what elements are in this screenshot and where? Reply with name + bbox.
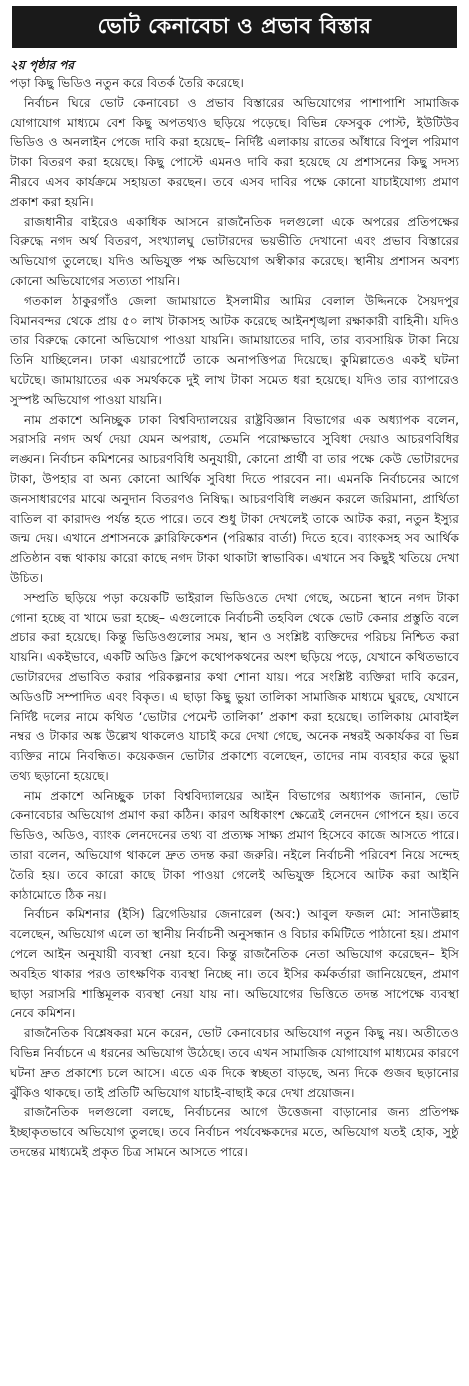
paragraph: রাজনৈতিক দলগুলো বলছে, নির্বাচনের আগে উত্তেজনা বাড়ানোর জন্য প্রতিপক্ষ ইচ্ছাকৃতভাবে অভিযোগ তুলছে। তবে নির্বাচন পর্যবেক্ষকদের মতে, অভিযোগ যতই হোক, সুষ্ঠু তদন্তের মাধ্যমেই প্রকৃত চিত্র সামনে আসতে পারে। (10, 1105, 459, 1160)
paragraph: নির্বাচন ঘিরে ভোট কেনাবেচা ও প্রভাব বিস্তারের অভিযোগের পাশাপাশি সামাজিক যোগাযোগ মাধ্যমে বেশ কিছু অপতথ্যও ছড়িয়ে পড়েছে। বিভিন্ন ফেসবুক পোস্ট, ইউটিউব ভিডিও ও অনলাইন পেজে দাবি করা হয়েছে– নির্দিষ্ট এলাকায় রাতের আঁধারে বিপুল পরিমাণ টাকা বিতরণ করা হয়েছে। কিছু পোস্টে এমনও দাবি করা হয়েছে যে প্রশাসনের কিছু সদস্য নীরবে এসব কার্যক্রমে সহায়তা করছেন। তবে এসব দাবির পক্ষে কোনো যাচাইযোগ্য প্রমাণ প্রকাশ করা হয়নি। (10, 95, 459, 209)
paragraph: নির্বাচন কমিশনার (ইসি) ব্রিগেডিয়ার জেনারেল (অব:) আবুল ফজল মো: সানাউল্লাহ বলেছেন, অভিযোগ এলে তা স্থানীয় নির্বাচনী অনুসন্ধান ও বিচার কমিটিতে পাঠানো হয়। প্রমাণ পেলে আইন অনুযায়ী ব্যবস্থা নেয়া হবে। কিন্তু রাজনৈতিক নেতা অভিযোগ করেছেন– ইসি অবহিত থাকার পরও তাৎক্ষণিক ব্যবস্থা নিচ্ছে না। তবে ইসির কর্মকর্তারা জানিয়েছেন, প্রমাণ ছাড়া সরাসরি শাস্তিমূলক ব্যবস্থা নেয়া যায় না। অভিযোগের ভিত্তিতে তদন্ত সাপেক্ষে ব্যবস্থা নেবে কমিশন। (10, 907, 459, 1021)
headline: ভোট কেনাবেচা ও প্রভাব বিস্তার (97, 13, 372, 38)
paragraph: রাজনৈতিক বিশ্লেষকরা মনে করেন, ভোট কেনাবেচার অভিযোগ নতুন কিছু নয়। অতীতেও বিভিন্ন নির্বাচনে এ ধরনের অভিযোগ উঠেছে। তবে এখন সামাজিক যোগাযোগ মাধ্যমের কারণে ঘটনা দ্রুত প্রকাশ্যে চলে আসে। এতে এক দিকে স্বচ্ছতা বাড়ছে, অন্য দিকে গুজব ছড়ানোর ঝুঁকিও থাকছে। তাই প্রতিটি অভিযোগ যাচাই-বাছাই করে দেখা প্রয়োজন। (10, 1026, 459, 1100)
paragraph: নাম প্রকাশে অনিচ্ছুক ঢাকা বিশ্ববিদ্যালয়ের আইন বিভাগের অধ্যাপক জানান, ভোট কেনাবেচার অভিযোগ প্রমাণ করা কঠিন। কারণ অধিকাংশ ক্ষেত্রেই লেনদেন গোপনে হয়। তবে ভিডিও, অডিও, ব্যাংক লেনদেনের তথ্য বা প্রত্যক্ষ সাক্ষ্য প্রমাণ হিসেবে কাজে আসতে পারে। তারা বলেন, অভিযোগ থাকলে দ্রুত তদন্ত করা জরুরি। নইলে নির্বাচনী পরিবেশ নিয়ে সন্দেহ তৈরি হয়। তবে কারো কাছে টাকা পাওয়া গেলেই অভিযুক্ত হিসেবে আটক করা আইনি কাঠামোতে ঠিক নয়। (10, 788, 459, 902)
paragraph: রাজধানীর বাইরেও একাধিক আসনে রাজনৈতিক দলগুলো একে অপরের প্রতিপক্ষের বিরুদ্ধে নগদ অর্থ বিতরণ, সংখ্যালঘু ভোটারদের ভয়ভীতি দেখানো এবং প্রভাব বিস্তারের অভিযোগ তুলেছে। যদিও অভিযুক্ত পক্ষ অভিযোগ অস্বীকার করেছে। স্থানীয় প্রশাসন অবশ্য কোনো অভিযোগের সত্যতা পায়নি। (10, 214, 459, 288)
paragraph: সম্প্রতি ছড়িয়ে পড়া কয়েকটি ভাইরাল ভিডিওতে দেখা গেছে, অচেনা স্থানে নগদ টাকা গোনা হচ্ছে বা খামে ভরা হচ্ছে– এগুলোকে নির্বাচনী তহবিল থেকে ভোট কেনার প্রস্তুতি বলে প্রচার করা হয়েছে। কিন্তু ভিডিওগুলোর সময়, স্থান ও সংশ্লিষ্ট ব্যক্তিদের পরিচয় নিশ্চিত করা যায়নি। একইভাবে, একটি অডিও ক্লিপে কথোপকথনের অংশ ছড়িয়ে পড়ে, যেখানে কথিতভাবে ভোটারদের প্রভাবিত করার পরিকল্পনার কথা শোনা যায়। পরে সংশ্লিষ্ট ব্যক্তিরা দাবি করেন, অডিওটি সম্পাদিত এবং বিকৃত। এ ছাড়া কিছু ভুয়া তালিকা সামাজিক মাধ্যমে ঘুরছে, যেখানে নির্দিষ্ট দলের নামে কথিত ‘ভোটার পেমেন্ট তালিকা’ প্রকাশ করা হয়েছে। তালিকায় মোবাইল নম্বর ও টাকার অঙ্ক উল্লেখ থাকলেও যাচাই করে দেখা গেছে, অনেক নম্বরই অকার্যকর বা ভিন্ন ব্যক্তির নামে নিবন্ধিত। কয়েকজন ভোটার প্রকাশ্যে বলেছেন, তাদের নাম ব্যবহার করে ভুয়া তথ্য ছড়ানো হয়েছে। (10, 590, 459, 783)
paragraph: পড়া কিছু ভিডিও নতুন করে বিতর্ক তৈরি করেছে। (10, 76, 244, 90)
article-body (0, 48, 469, 1163)
paragraph: নাম প্রকাশে অনিচ্ছুক ঢাকা বিশ্ববিদ্যালয়ের রাষ্ট্রবিজ্ঞান বিভাগের এক অধ্যাপক বলেন, সরাসরি নগদ অর্থ দেয়া যেমন অপরাধ, তেমনি পরোক্ষভাবে সুবিধা দেয়াও আচরণবিধির লঙ্ঘন। নির্বাচন কমিশনের আচরণবিধি অনুযায়ী, কোনো প্রার্থী বা তার পক্ষে কেউ ভোটারদের টাকা, উপহার বা অন্য কোনো আর্থিক সুবিধা দিতে পারবেন না। এমনকি নির্বাচনের আগে জনসাধারণের মাঝে অনুদান বিতরণও নিষিদ্ধ। আচরণবিধি লঙ্ঘন করলে জরিমানা, প্রার্থিতা বাতিল বা কারাদণ্ড পর্যন্ত হতে পারে। তবে শুধু টাকা দেখলেই তাকে আটক করা, নতুন ইস্যুর জন্ম দেয়। এখানে প্রশাসনকে ক্লারিফিকেশন (পরিষ্কার বার্তা) দিতে হবে। ব্যাংকসহ সব আর্থিক প্রতিষ্ঠান বন্ধ থাকায় কারো কাছে নগদ টাকা থাকাটা স্বাভাবিক। এখানে সব কিছুই খতিয়ে দেখা উচিত। (10, 412, 459, 585)
headline-banner (12, 6, 457, 48)
continued-from-label: ২য় পৃষ্ঠার পর (10, 58, 75, 72)
paragraph: গতকাল ঠাকুরগাঁও জেলা জামায়াতে ইসলামীর আমির বেলাল উদ্দিনকে সৈয়দপুর বিমানবন্দর থেকে প্রায় ৫০ লাখ টাকাসহ আটক করেছে আইনশৃঙ্খলা রক্ষাকারী বাহিনী। যদিও তার বিরুদ্ধে কোনো অভিযোগ পাওয়া যায়নি। জামায়াতের দাবি, তার ব্যবসায়িক টাকা নিয়ে তিনি যাচ্ছিলেন। ঢাকা এয়ারপোর্টে তাকে অনাপত্তিপত্র দিয়েছে। কুমিল্লাতেও একই ঘটনা ঘটেছে। জামায়াতের এক সমর্থককে দুই লাখ টাকা সমেত ধরা হয়েছে। যদিও তার ব্যাপারেও সুস্পষ্ট অভিযোগ পাওয়া যায়নি। (10, 293, 459, 407)
